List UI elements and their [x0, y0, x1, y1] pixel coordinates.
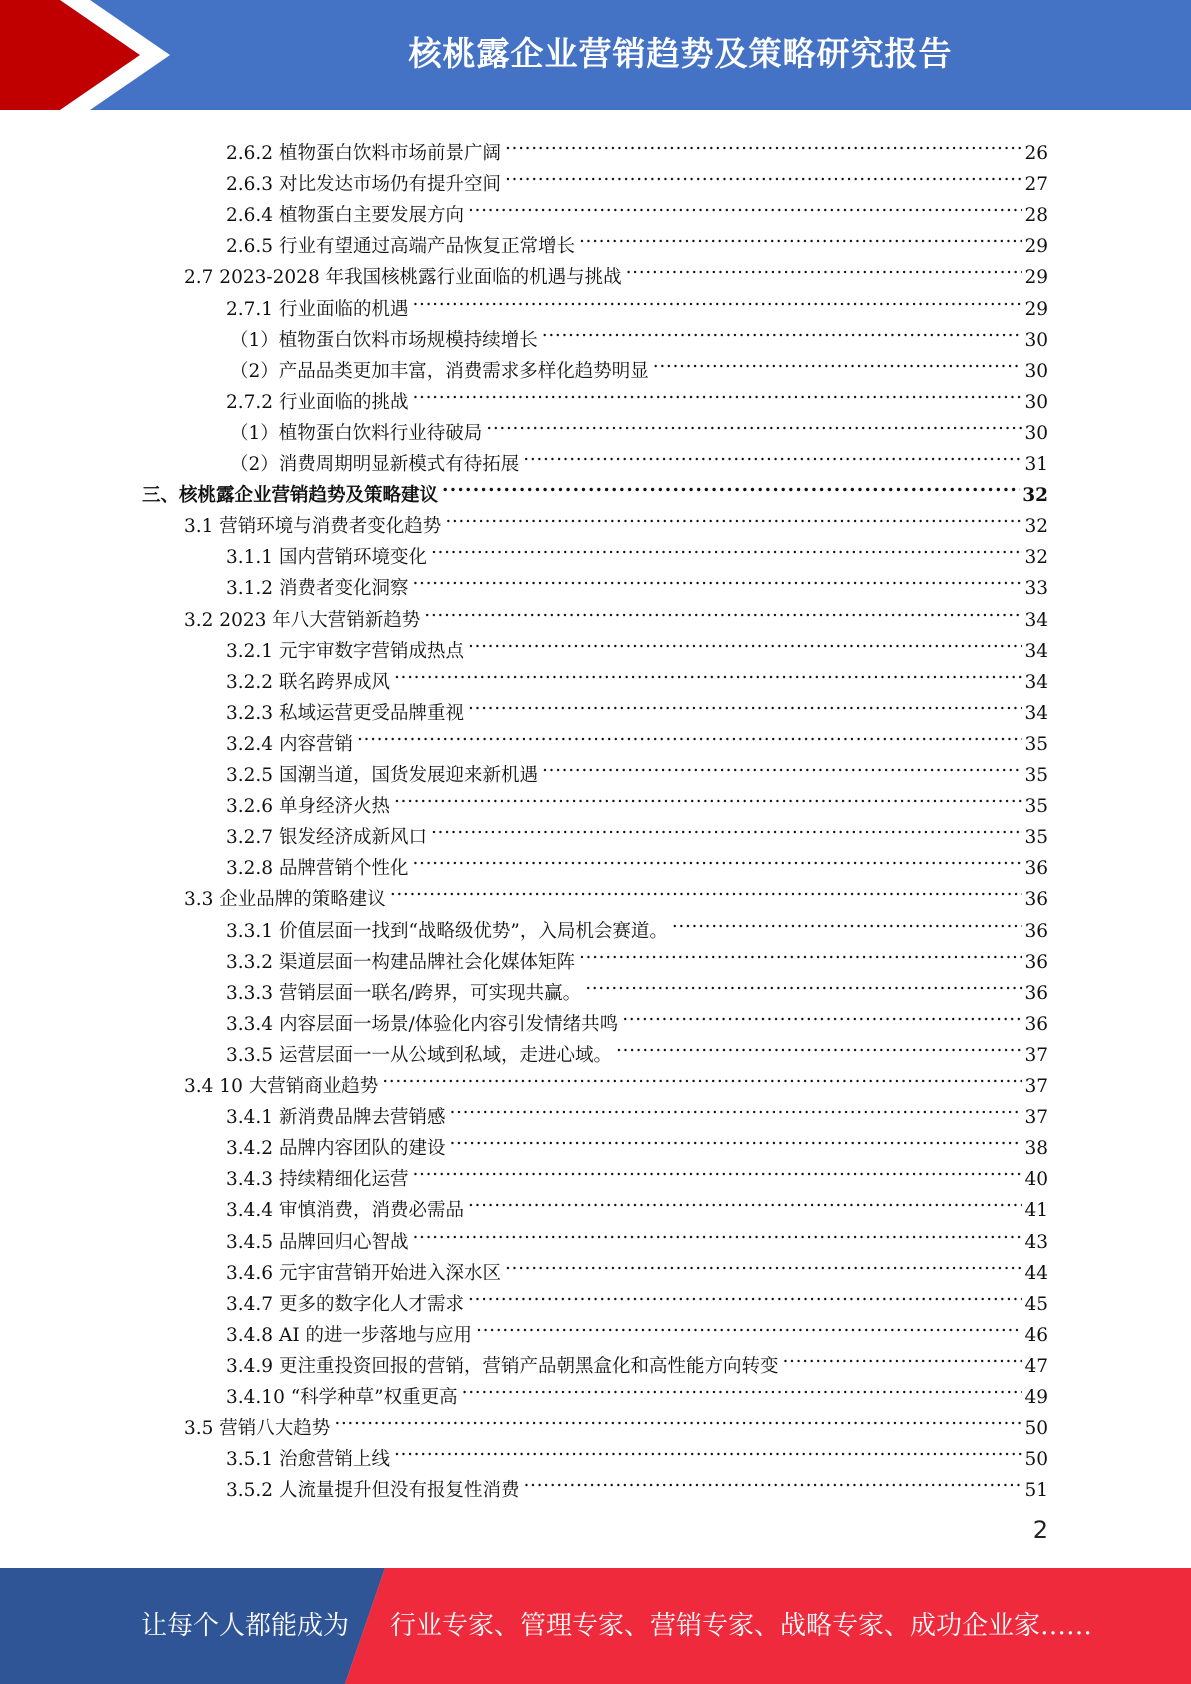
toc-entry[interactable] [0, 1310, 1048, 1346]
toc-entry[interactable] [0, 874, 1048, 911]
toc-leader-dots [394, 1434, 1022, 1465]
toc-entry-title: 3.2.2 联名跨界成风 [226, 671, 390, 693]
toc-entry-page: 44 [1024, 1262, 1048, 1284]
toc-entry-page: 34 [1024, 702, 1048, 724]
toc-entry-title: 3.2.3 私域运营更受品牌重视 [226, 702, 464, 724]
toc-entry-title: 3.3.4 内容层面一场景/体验化内容引发情绪共鸣 [226, 1013, 619, 1035]
toc-entry-title: 2.6.3 对比发达市场仍有提升空间 [226, 174, 501, 196]
toc-entry-page: 28 [1024, 205, 1048, 227]
toc-leader-dots [782, 1341, 1022, 1372]
toc-entry-page: 47 [1024, 1355, 1048, 1377]
toc-leader-dots [468, 688, 1022, 719]
toc-leader-dots [431, 532, 1022, 563]
toc-entry-page: 36 [1024, 1013, 1048, 1035]
page-number: 2 [1032, 1516, 1048, 1544]
toc-entry-title: 3.5.1 治愈营销上线 [226, 1449, 390, 1471]
toc-leader-dots [468, 1185, 1022, 1216]
toc-entry[interactable] [0, 657, 1048, 693]
toc-entry-title: 3.3.2 渠道层面一构建品牌社会化媒体矩阵 [226, 951, 575, 973]
toc-entry-title: （2）消费周期明显新模式有待拓展 [230, 454, 520, 475]
toc-leader-dots [357, 719, 1023, 750]
toc-leader-dots [523, 1465, 1022, 1496]
footer-slogan-left: 让每个人都能成为 [140, 1611, 349, 1641]
toc-entry-page: 27 [1024, 174, 1048, 196]
toc-leader-dots [505, 128, 1022, 159]
toc-entry[interactable] [0, 1154, 1048, 1191]
toc-leader-dots [334, 1403, 1022, 1434]
toc-entry-page: 50 [1024, 1449, 1048, 1471]
toc-entry[interactable] [0, 1185, 1048, 1222]
toc-leader-dots [382, 1061, 1022, 1092]
toc-leader-dots [622, 999, 1022, 1030]
toc-entry-title: （1）植物蛋白饮料市场规模持续增长 [230, 329, 538, 351]
toc-leader-dots [579, 937, 1022, 968]
page-footer [0, 1568, 1191, 1684]
toc-entry-title: 3.4.1 新消费品牌去营销感 [226, 1107, 446, 1129]
toc-entry-page: 36 [1024, 951, 1048, 973]
toc-entry[interactable] [0, 968, 1048, 1004]
toc-leader-dots [412, 377, 1022, 408]
toc-entry-page: 37 [1024, 1044, 1048, 1066]
toc-entry-title: 3.4.3 持续精细化运营 [226, 1169, 409, 1191]
toc-leader-dots [431, 812, 1022, 843]
toc-entry-page: 33 [1024, 578, 1048, 600]
toc-entry-title: 3.4 10 大营销商业趋势 [184, 1076, 379, 1097]
toc-leader-dots [449, 1123, 1022, 1154]
toc-leader-dots [626, 252, 1023, 283]
toc-leader-dots [653, 346, 1023, 377]
toc-entry-title: 3.2.5 国潮当道，国货发展迎来新机遇 [226, 765, 538, 786]
toc-entry-page: 40 [1024, 1169, 1048, 1191]
toc-leader-dots [468, 1279, 1022, 1310]
toc-entry-page: 38 [1024, 1138, 1048, 1160]
toc-leader-dots [468, 190, 1022, 221]
toc-entry[interactable] [0, 221, 1048, 258]
toc-entry-page: 36 [1024, 920, 1048, 942]
toc-entry-title: 3.3.5 运营层面一一从公域到私域，走进心域。 [226, 1044, 612, 1066]
toc-entry[interactable] [0, 501, 1048, 538]
toc-entry-page: 30 [1024, 391, 1048, 413]
toc-entry-page: 46 [1024, 1324, 1048, 1346]
toc-entry-title: 3.5 营销八大趋势 [184, 1418, 331, 1440]
toc-entry-page: 51 [1024, 1480, 1048, 1502]
toc-leader-dots [462, 1372, 1023, 1403]
toc-entry[interactable] [0, 159, 1048, 196]
toc-entry-title: 3.4.2 品牌内容团队的建设 [226, 1138, 446, 1160]
toc-leader-dots [394, 781, 1022, 812]
toc-entry-title: 2.7 2023-2028 年我国核桃露行业面临的机遇与挑战 [184, 267, 622, 289]
toc-entry[interactable] [0, 843, 1048, 880]
toc-entry[interactable] [0, 1341, 1048, 1377]
toc-entry[interactable] [0, 937, 1048, 973]
toc-entry[interactable] [0, 532, 1048, 569]
toc-entry[interactable] [0, 719, 1048, 755]
toc-entry[interactable] [0, 346, 1048, 382]
toc-entry-title: 3.4.8 AI 的进一步落地与应用 [226, 1324, 473, 1346]
toc-entry-title: 3.2.8 品牌营销个性化 [226, 858, 409, 880]
toc-entry-title: 3.4.5 品牌回归心智战 [226, 1231, 409, 1253]
toc-entry-title: 3.4.7 更多的数字化人才需求 [226, 1293, 464, 1315]
toc-leader-dots [523, 439, 1022, 470]
toc-entry-page: 30 [1024, 360, 1048, 382]
report-title: 核桃露企业营销趋势及策略研究报告 [408, 34, 953, 73]
toc-leader-dots [412, 843, 1022, 874]
toc-entry-page: 37 [1024, 1076, 1048, 1097]
toc-entry-page: 32 [1024, 547, 1048, 569]
toc-entry[interactable] [0, 377, 1048, 413]
toc-entry-page: 35 [1024, 796, 1048, 818]
toc-entry-page: 26 [1024, 143, 1048, 164]
toc-leader-dots [468, 626, 1022, 657]
toc-entry[interactable] [0, 1030, 1048, 1066]
toc-entry-title: 3.2 2023 年八大营销新趋势 [184, 609, 421, 631]
toc-entry-page: 36 [1024, 858, 1048, 880]
toc-leader-dots [412, 284, 1022, 315]
toc-entry-page: 35 [1024, 827, 1048, 849]
toc-entry[interactable] [0, 750, 1048, 786]
toc-entry-title: 3.2.7 银发经济成新风口 [226, 827, 427, 849]
toc-entry[interactable] [0, 1217, 1048, 1253]
toc-entry-title: 3.4.9 更注重投资回报的营销，营销产品朝黑盒化和高性能方向转变 [226, 1355, 779, 1377]
toc-entry-title: 3.3.1 价值层面一找到“战略级优势”，入局机会赛道。 [226, 920, 668, 942]
toc-entry[interactable] [0, 470, 1048, 507]
toc-entry-page: 41 [1024, 1200, 1048, 1222]
toc-leader-dots [390, 874, 1023, 905]
toc-leader-dots [412, 1154, 1022, 1185]
toc-entry[interactable] [0, 1248, 1048, 1284]
toc-leader-dots [616, 1030, 1022, 1061]
toc-entry[interactable] [0, 812, 1048, 849]
toc-entry-title: 2.7.1 行业面临的机遇 [226, 298, 409, 320]
toc-entry-title: 3.1.2 消费者变化洞察 [226, 578, 409, 600]
toc-entry[interactable] [0, 999, 1048, 1035]
toc-entry-page: 30 [1024, 329, 1048, 351]
toc-entry-page: 34 [1024, 671, 1048, 693]
toc-leader-dots [542, 750, 1022, 781]
toc-entry-page: 35 [1024, 733, 1048, 755]
toc-entry-page: 43 [1024, 1231, 1048, 1253]
toc-leader-dots [579, 221, 1022, 252]
toc-entry-title: 三、核桃露企业营销趋势及策略建议 [142, 485, 439, 507]
toc-entry-page: 31 [1024, 454, 1048, 475]
toc-entry-page: 37 [1024, 1107, 1048, 1129]
toc-leader-dots [424, 595, 1022, 626]
toc-entry[interactable] [0, 1372, 1048, 1408]
toc-leader-dots [449, 1092, 1022, 1123]
toc-leader-dots [394, 657, 1022, 688]
toc-entry-title: 3.2.4 内容营销 [226, 733, 353, 755]
toc-entry-title: 3.1.1 国内营销环境变化 [226, 547, 427, 569]
toc-entry[interactable] [0, 906, 1048, 942]
toc-leader-dots [476, 1310, 1022, 1341]
toc-entry[interactable] [0, 1403, 1048, 1440]
toc-entry-page: 49 [1024, 1387, 1048, 1408]
toc-entry[interactable] [0, 1061, 1048, 1097]
toc-entry-page: 29 [1024, 236, 1048, 258]
toc-entry[interactable] [0, 439, 1048, 475]
toc-entry[interactable] [0, 190, 1048, 227]
toc-entry[interactable] [0, 1279, 1048, 1315]
toc-entry[interactable] [0, 1465, 1048, 1502]
toc-entry-page: 50 [1024, 1418, 1048, 1440]
toc-entry-title: 3.2.6 单身经济火热 [226, 796, 390, 818]
toc-leader-dots [505, 1248, 1022, 1279]
toc-entry-page: 30 [1024, 422, 1048, 444]
toc-entry-title: （1）植物蛋白饮料行业待破局 [230, 422, 483, 444]
toc-leader-dots [585, 968, 1022, 999]
toc-leader-dots [505, 159, 1022, 190]
toc-entry[interactable] [0, 315, 1048, 351]
toc-entry[interactable] [0, 1434, 1048, 1471]
toc-entry-title: 3.4.4 审慎消费，消费必需品 [226, 1200, 464, 1222]
toc-entry-title: 3.5.2 人流量提升但没有报复性消费 [226, 1480, 520, 1502]
toc-entry-page: 34 [1024, 609, 1048, 631]
toc-entry[interactable] [0, 252, 1048, 289]
toc-entry-title: 3.1 营销环境与消费者变化趋势 [184, 516, 442, 538]
toc-entry[interactable] [0, 128, 1048, 164]
toc-entry-page: 29 [1024, 298, 1048, 320]
toc-entry-page: 45 [1024, 1293, 1048, 1315]
toc-entry[interactable] [0, 626, 1048, 662]
toc-entry[interactable] [0, 595, 1048, 631]
toc-entry-page: 36 [1024, 889, 1048, 911]
toc-entry[interactable] [0, 1123, 1048, 1160]
toc-entry-page: 36 [1024, 982, 1048, 1004]
toc-leader-dots [412, 563, 1022, 594]
page-header [0, 0, 1191, 110]
toc-entry-page: 35 [1024, 765, 1048, 786]
toc-entry-title: 2.6.2 植物蛋白饮料市场前景广阔 [226, 143, 501, 164]
toc-leader-dots [486, 408, 1022, 439]
toc-entry-title: 2.6.4 植物蛋白主要发展方向 [226, 205, 464, 227]
toc-entry-title: 3.4.6 元宇宙营销开始进入深水区 [226, 1262, 501, 1284]
toc-entry-title: 3.4.10 “科学种草”权重更高 [226, 1387, 458, 1408]
toc-leader-dots [672, 906, 1023, 937]
toc-entry[interactable] [0, 1092, 1048, 1129]
toc-leader-dots [445, 501, 1022, 532]
toc-entry-page: 29 [1024, 267, 1048, 289]
toc-entry-title: 3.3 企业品牌的策略建议 [184, 889, 386, 911]
footer-slogan-right: 行业专家、管理专家、营销专家、战略专家、成功企业家…… [390, 1611, 1093, 1641]
toc-entry-title: 3.3.3 营销层面一联名/跨界，可实现共赢。 [226, 982, 582, 1004]
toc-entry[interactable] [0, 284, 1048, 320]
toc-entry[interactable] [0, 563, 1048, 600]
toc-entry[interactable] [0, 781, 1048, 818]
toc-entry-page: 32 [1024, 516, 1048, 538]
toc-entry-title: 3.2.1 元宇审数字营销成热点 [226, 640, 464, 662]
toc-leader-dots [542, 315, 1023, 346]
toc-entry-title: （2）产品品类更加丰富，消费需求多样化趋势明显 [230, 360, 649, 382]
toc-leader-dots [412, 1217, 1022, 1248]
toc-entry-page: 32 [1022, 485, 1048, 507]
toc-leader-dots [442, 470, 1020, 501]
toc-entry-title: 2.6.5 行业有望通过高端产品恢复正常增长 [226, 236, 575, 258]
toc-entry[interactable] [0, 408, 1048, 444]
toc-entry[interactable] [0, 688, 1048, 724]
toc-entry-title: 2.7.2 行业面临的挑战 [226, 391, 409, 413]
toc-entry-page: 34 [1024, 640, 1048, 662]
